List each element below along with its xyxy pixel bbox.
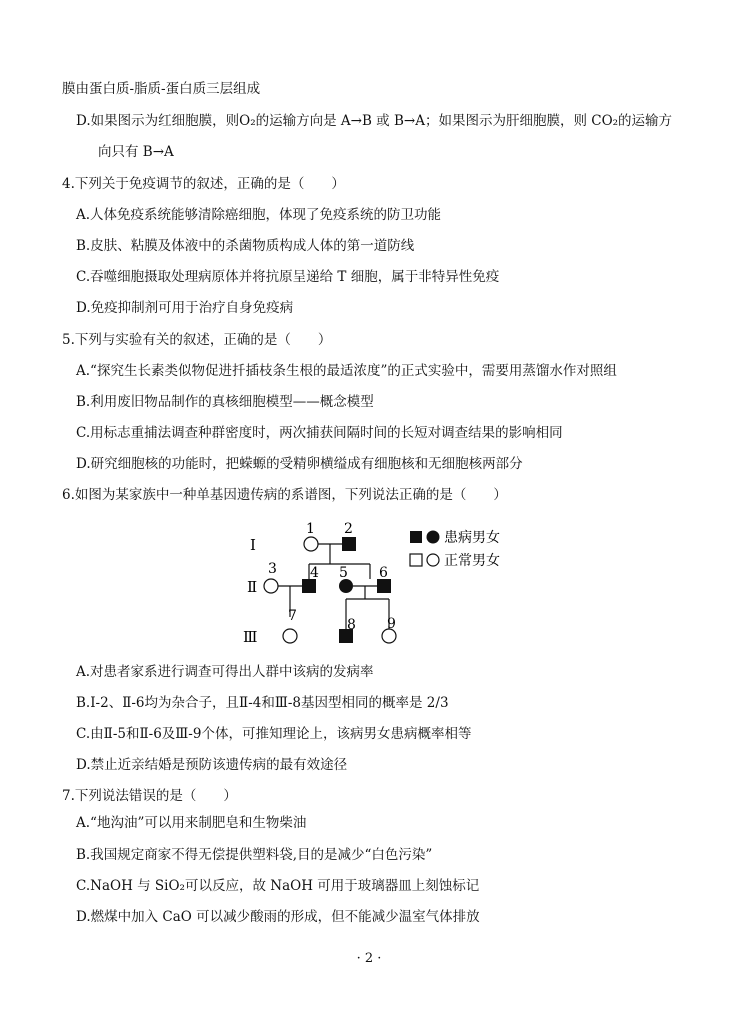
individual-label: 8 (347, 617, 356, 633)
individual-1 (304, 537, 318, 551)
individual-label: 9 (387, 616, 396, 632)
text-line: 膜由蛋白质-脂质-蛋白质三层组成 (62, 81, 261, 97)
question-4: 4.下列关于免疫调节的叙述，正确的是（ ） (62, 176, 345, 192)
question-5: 5.下列与实验有关的叙述，正确的是（ ） (62, 332, 332, 348)
option-c: C.用标志重捕法调查种群密度时，两次捕获间隔时间的长短对调查结果的影响相同 (76, 425, 563, 441)
question-7: 7.下列说法错误的是（ ） (62, 788, 237, 804)
option-b: B.皮肤、粘膜及体液中的杀菌物质构成人体的第一道防线 (76, 238, 415, 254)
option-a: A.“地沟油”可以用来制肥皂和生物柴油 (76, 815, 307, 831)
option-d: D.研究细胞核的功能时，把蝾螈的受精卵横缢成有细胞核和无细胞核两部分 (76, 456, 523, 472)
legend-affected-female (427, 531, 440, 544)
option-d: D.禁止近亲结婚是预防该遗传病的最有效途径 (76, 757, 348, 773)
individual-label: 3 (268, 561, 277, 577)
individual-6 (377, 579, 391, 593)
option-d: D.如果图示为红细胞膜，则O₂的运输方向是 A→B 或 B→A；如果图示为肝细胞膜，则 CO₂的运输方 (76, 113, 673, 129)
pedigree-chart (240, 517, 680, 647)
legend-normal-label: 正常男女 (444, 553, 500, 569)
option-c: C.NaOH 与 SiO₂可以反应，故 NaOH 可用于玻璃器皿上刻蚀标记 (76, 878, 480, 894)
generation-label: Ⅱ (247, 578, 258, 596)
option-b: B.利用废旧物品制作的真核细胞模型——概念模型 (76, 394, 374, 410)
legend-affected-male (410, 531, 422, 543)
option-d: D.燃煤中加入 CaO 可以减少酸雨的形成，但不能减少温室气体排放 (76, 909, 480, 925)
individual-label: 2 (344, 521, 353, 537)
option-d: D.免疫抑制剂可用于治疗自身免疫病 (76, 300, 294, 316)
legend-normal-male (410, 554, 422, 566)
text-line: 向只有 B→A (98, 144, 174, 160)
individual-label: 1 (306, 521, 315, 537)
option-c: C.由Ⅱ-5和Ⅱ-6及Ⅲ-9个体，可推知理论上，该病男女患病概率相等 (76, 726, 472, 742)
individual-label: 7 (288, 608, 297, 624)
legend-affected-label: 患病男女 (444, 530, 500, 546)
generation-label: Ⅲ (243, 628, 258, 646)
individual-5 (339, 579, 353, 593)
page-number: · 2 · (356, 951, 382, 966)
individual-label: 5 (339, 565, 348, 581)
option-c: C.吞噬细胞摄取处理病原体并将抗原呈递给 T 细胞，属于非特异性免疫 (76, 269, 500, 285)
question-6: 6.如图为某家族中一种单基因遗传病的系谱图，下列说法正确的是（ ） (62, 487, 507, 503)
legend-normal-female (427, 554, 439, 566)
option-a: A.对患者家系进行调查可得出人群中该病的发病率 (76, 664, 374, 680)
individual-7 (283, 629, 297, 643)
option-b: B.Ⅰ-2、Ⅱ-6均为杂合子，且Ⅱ-4和Ⅲ-8基因型相同的概率是 2/3 (76, 695, 449, 711)
individual-label: 6 (379, 565, 388, 581)
individual-3 (264, 579, 278, 593)
option-a: A.人体免疫系统能够清除癌细胞，体现了免疫系统的防卫功能 (76, 207, 442, 223)
option-a: A.“探究生长素类似物促进扦插枝条生根的最适浓度”的正式实验中，需要用蒸馏水作对照组 (76, 363, 617, 379)
generation-label: Ⅰ (250, 536, 256, 554)
individual-2 (342, 537, 356, 551)
option-b: B.我国规定商家不得无偿提供塑料袋,目的是减少“白色污染” (76, 847, 433, 863)
individual-label: 4 (310, 565, 319, 581)
individual-4 (302, 579, 316, 593)
